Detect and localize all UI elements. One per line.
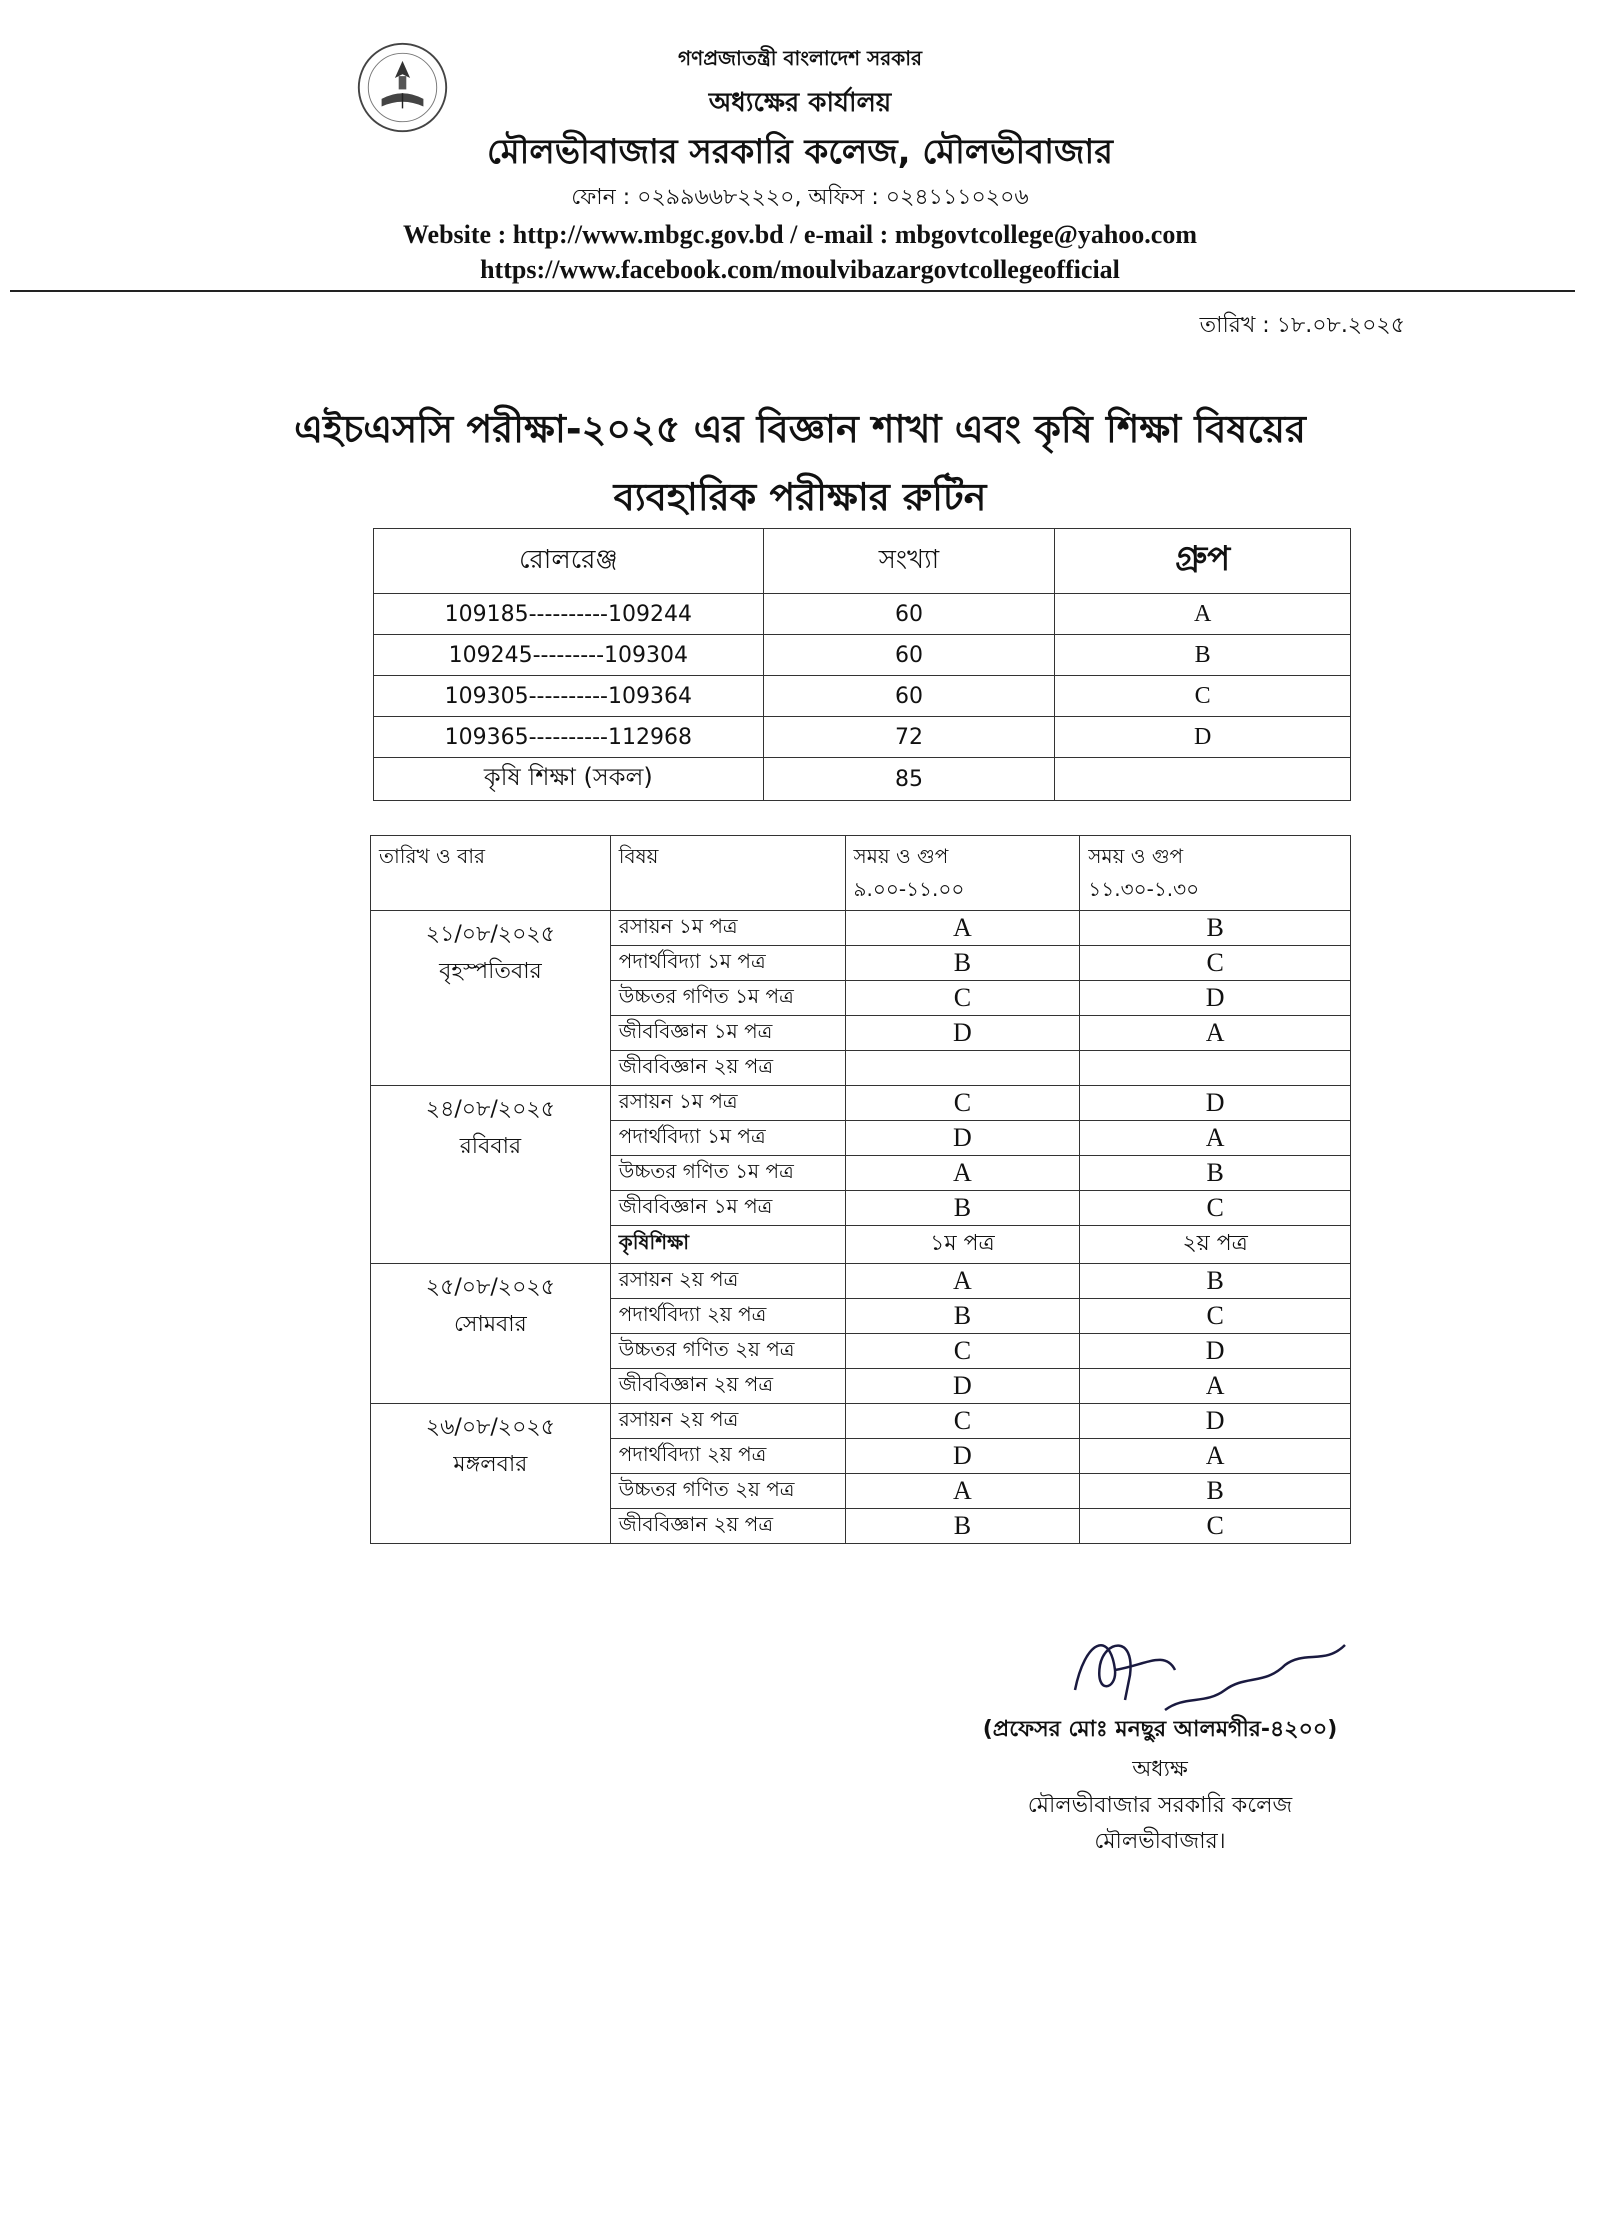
slot1-group: D (845, 1439, 1080, 1474)
student-count: 60 (763, 635, 1055, 676)
office-name: অধ্যক্ষের কার্যালয় (708, 88, 892, 118)
exam-day: মঙ্গলবার (453, 1452, 528, 1477)
slot1-group: A (845, 1264, 1080, 1299)
slot1-group (845, 1051, 1080, 1086)
slot2-label: সময় ও গুপ (1088, 844, 1184, 868)
slot1-group: C (845, 1404, 1080, 1439)
slot1-group: C (845, 981, 1080, 1016)
slot2-group: C (1080, 1509, 1351, 1544)
signer-organization: মৌলভীবাজার সরকারি কলেজ (1027, 1793, 1293, 1818)
subject: রসায়ন ২য় পত্র (610, 1404, 845, 1439)
subject: জীববিজ্ঞান ২য় পত্র (610, 1369, 845, 1404)
slot2-group: B (1080, 1474, 1351, 1509)
slot1-group: B (845, 1191, 1080, 1226)
roll-range: 109365----------112968 (374, 717, 764, 758)
slot2-group: C (1080, 1299, 1351, 1334)
slot2-group: D (1080, 1334, 1351, 1369)
exam-date: ২১/০৮/২০২৫ (425, 922, 555, 947)
subject: উচ্চতর গণিত ১ম পত্র (610, 1156, 845, 1191)
table-row (374, 676, 1351, 717)
table-row (374, 635, 1351, 676)
subject: জীববিজ্ঞান ১ম পত্র (610, 1016, 845, 1051)
signer-name: (প্রফেসর মোঃ মনছুর আলমগীর-৪২০০) (982, 1717, 1338, 1742)
notice-title-line2: ব্যবহারিক পরীক্ষার রুটিন (613, 475, 987, 519)
slot1-group: A (845, 1156, 1080, 1191)
slot1-group: B (845, 1299, 1080, 1334)
handwritten-signature (1055, 1610, 1415, 1720)
phone-line: ফোন : ০২৯৯৬৬৮২২২০, অফিস : ০২৪১১১০২০৬ (571, 185, 1029, 210)
table-row (371, 911, 1351, 946)
roll-range: কৃষি শিক্ষা (সকল) (374, 758, 764, 801)
student-count: 85 (763, 758, 1055, 801)
exam-day: রবিবার (459, 1134, 522, 1159)
subject: জীববিজ্ঞান ২য় পত্র (610, 1051, 845, 1086)
slot2-time: ১১.৩০-১.৩০ (1088, 877, 1200, 901)
slot1-group: B (845, 946, 1080, 981)
slot2-group: B (1080, 911, 1351, 946)
slot1-group: A (845, 911, 1080, 946)
subject: জীববিজ্ঞান ২য় পত্র (610, 1509, 845, 1544)
website-email-line: Website : http://www.mbgc.gov.bd / e-mail : mbgovtcollege@yahoo.com (402, 220, 1197, 249)
slot1-group: D (845, 1121, 1080, 1156)
slot1-group: D (845, 1369, 1080, 1404)
group-letter: B (1055, 635, 1351, 676)
slot2-group: C (1080, 946, 1351, 981)
table-row (371, 1404, 1351, 1439)
slot1-group: C (845, 1086, 1080, 1121)
slot2-group: A (1080, 1369, 1351, 1404)
slot2-paper: ২য় পত্র (1080, 1226, 1351, 1264)
slot1-group: A (845, 1474, 1080, 1509)
exam-date: ২৪/০৮/২০২৫ (425, 1097, 555, 1122)
slot1-group: C (845, 1334, 1080, 1369)
slot2-group: D (1080, 1086, 1351, 1121)
slot2-group: D (1080, 1404, 1351, 1439)
student-count: 72 (763, 717, 1055, 758)
slot1-time: ৯.০০-১১.০০ (853, 877, 965, 901)
group-letter: D (1055, 717, 1351, 758)
slot2-group: A (1080, 1439, 1351, 1474)
table-row (374, 758, 1351, 801)
slot2-group (1080, 1051, 1351, 1086)
subject: পদার্থবিদ্যা ১ম পত্র (610, 1121, 845, 1156)
slot1-group: D (845, 1016, 1080, 1051)
schedule-header-row (371, 836, 1351, 911)
roll-range: 109185----------109244 (374, 594, 764, 635)
table-row (374, 717, 1351, 758)
subject: পদার্থবিদ্যা ২য় পত্র (610, 1299, 845, 1334)
slot2-group: D (1080, 981, 1351, 1016)
subject: রসায়ন ১ম পত্র (610, 1086, 845, 1121)
slot1-paper: ১ম পত্র (845, 1226, 1080, 1264)
roll-range: 109305----------109364 (374, 676, 764, 717)
day-cell (371, 911, 611, 1086)
slot1-label: সময় ও গুপ (853, 844, 949, 868)
header-subject: বিষয় (610, 836, 845, 911)
header-roll-range: রোলরেঞ্জ (374, 529, 764, 594)
table-row (371, 1264, 1351, 1299)
notice-date: তারিখ : ১৮.০৮.২০২৫ (1199, 313, 1405, 338)
exam-date: ২৫/০৮/২০২৫ (425, 1275, 555, 1300)
subject: উচ্চতর গণিত ১ম পত্র (610, 981, 845, 1016)
day-cell (371, 1404, 611, 1544)
subject: পদার্থবিদ্যা ১ম পত্র (610, 946, 845, 981)
header-divider (10, 290, 1575, 292)
college-name: মৌলভীবাজার সরকারি কলেজ, মৌলভীবাজার (487, 132, 1113, 172)
day-cell (371, 1264, 611, 1404)
group-letter: A (1055, 594, 1351, 635)
subject: পদার্থবিদ্যা ২য় পত্র (610, 1439, 845, 1474)
signer-title: অধ্যক্ষ (1132, 1757, 1188, 1782)
slot2-group: A (1080, 1121, 1351, 1156)
government-name: গণপ্রজাতন্ত্রী বাংলাদেশ সরকার (678, 46, 922, 70)
slot2-group: A (1080, 1016, 1351, 1051)
slot2-group: B (1080, 1264, 1351, 1299)
notice-title-line1: এইচএসসি পরীক্ষা-২০২৫ এর বিজ্ঞান শাখা এবং কৃষি শিক্ষা বিষয়ের (294, 407, 1306, 451)
exam-schedule-table (370, 835, 1351, 1544)
subject: রসায়ন ১ম পত্র (610, 911, 845, 946)
table-row (374, 594, 1351, 635)
subject: উচ্চতর গণিত ২য় পত্র (610, 1334, 845, 1369)
roll-range: 109245---------109304 (374, 635, 764, 676)
facebook-line: https://www.facebook.com/moulvibazargovtcollegeofficial (480, 255, 1120, 284)
header-slot1 (845, 836, 1080, 911)
header-slot2 (1080, 836, 1351, 911)
slot2-group: B (1080, 1156, 1351, 1191)
student-count: 60 (763, 676, 1055, 717)
exam-date: ২৬/০৮/২০২৫ (425, 1415, 555, 1440)
roll-group-table (373, 528, 1351, 801)
header-count: সংখ্যা (763, 529, 1055, 594)
header-group: গ্রুপ (1055, 529, 1351, 594)
exam-day: বৃহস্পতিবার (439, 959, 542, 984)
student-count: 60 (763, 594, 1055, 635)
group-letter: C (1055, 676, 1351, 717)
slot1-group: B (845, 1509, 1080, 1544)
group-letter (1055, 758, 1351, 801)
subject: জীববিজ্ঞান ১ম পত্র (610, 1191, 845, 1226)
subject: কৃষিশিক্ষা (610, 1226, 845, 1264)
slot2-group: C (1080, 1191, 1351, 1226)
day-cell (371, 1086, 611, 1264)
subject: রসায়ন ২য় পত্র (610, 1264, 845, 1299)
table-row (371, 1086, 1351, 1121)
subject: উচ্চতর গণিত ২য় পত্র (610, 1474, 845, 1509)
header-date-day: তারিখ ও বার (371, 836, 611, 911)
signer-place: মৌলভীবাজার। (1094, 1829, 1226, 1854)
exam-day: সোমবার (454, 1312, 527, 1337)
